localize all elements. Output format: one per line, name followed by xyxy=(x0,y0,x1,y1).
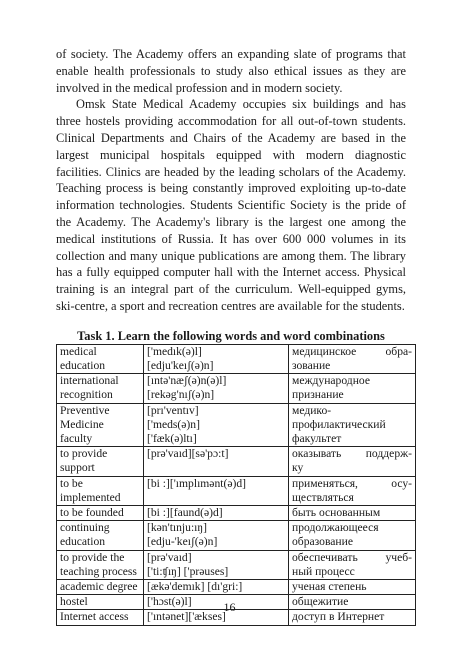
vocab-translation: медицинское обра- зование xyxy=(289,344,416,373)
vocab-translation: доступ в Интернет xyxy=(289,610,416,625)
vocab-translation: ученая степень xyxy=(289,580,416,595)
table-row xyxy=(57,403,416,447)
vocab-transcription: [bi :][faund(ə)d] xyxy=(144,505,289,520)
task-title: Task 1. Learn the following words and word combinations xyxy=(77,328,385,343)
vocab-transcription: [kən'tınju:ıŋ] [edju-'keıʃ(ə)n] xyxy=(144,521,289,550)
vocab-transcription: [ıntə'næʃ(ə)n(ə)l] [rekəg'nıʃ(ə)n] xyxy=(144,374,289,403)
page-body xyxy=(56,46,412,626)
table-row xyxy=(57,374,416,403)
vocab-transcription: ['hɔst(ə)l] xyxy=(144,595,289,610)
vocab-translation: оказывать поддерж- ку xyxy=(289,447,416,476)
vocab-word: to be founded xyxy=(57,505,144,520)
table-row xyxy=(57,580,416,595)
vocab-transcription: ['medık(ə)l] [edju'keıʃ(ə)n] xyxy=(144,344,289,373)
table-row xyxy=(57,521,416,550)
vocab-transcription: [prə'vaıd] ['ti:ʧıŋ] ['prəuses] xyxy=(144,550,289,579)
vocab-translation: медико- профилактический факультет xyxy=(289,403,416,447)
paragraph-intro-continued: of society. The Academy offers an expanding slate of programs that enable health professionals to study also ethical issues as they are involved in the medical profession and in modern society. xyxy=(56,47,406,95)
vocab-word: to be implemented xyxy=(57,476,144,505)
vocab-word: to provide support xyxy=(57,447,144,476)
vocab-transcription: [prı'ventıv] ['meds(ə)n] ['fæk(ə)ltı] xyxy=(144,403,289,447)
table-row xyxy=(57,344,416,373)
vocab-translation: обеспечивать учеб- ный процесс xyxy=(289,550,416,579)
vocab-transcription: [ækə'demık] [dı'gri:] xyxy=(144,580,289,595)
table-row xyxy=(57,550,416,579)
vocab-word: medical education xyxy=(57,344,144,373)
vocab-word: Internet access xyxy=(57,610,144,625)
vocab-translation: быть основанным xyxy=(289,505,416,520)
paragraph-academy-description: Omsk State Medical Academy occupies six buildings and has three hostels providing accommodation for all out-of-town students. Clinical Departments and Chairs of the Academy are based in the largest municipal hospitals equipped with modern diagnostic facilities. Clinics are headed by the leading scholars of the Academy. Teaching process is being constantly improved exploiting up-to-date information technologies. Students Scientific Society is the pride of the Academy. The Academy's library is the largest one among the medical institutions of Russia. It has over 600 000 volumes in its collection and many unique publications are among them. The library has a fully equipped computer hall with the Internet access. Physical training is an integral part of the curriculum. Well-equipped gyms, ski-centre, a sport and recreation centres are available for the students. xyxy=(56,97,406,313)
vocabulary-table xyxy=(56,344,416,626)
vocab-word: international recognition xyxy=(57,374,144,403)
vocab-word: academic degree xyxy=(57,580,144,595)
vocab-transcription: ['ıntənet]['ækses] xyxy=(144,610,289,625)
vocab-translation: общежитие xyxy=(289,595,416,610)
page-number: 16 xyxy=(223,600,236,614)
vocab-translation: международное признание xyxy=(289,374,416,403)
table-row xyxy=(57,476,416,505)
vocab-translation: применяться, осу- ществляться xyxy=(289,476,416,505)
vocab-word: Preventive Medicine faculty xyxy=(57,403,144,447)
table-row xyxy=(57,447,416,476)
vocab-translation: продолжающееся образование xyxy=(289,521,416,550)
vocab-word: continuing education xyxy=(57,521,144,550)
vocab-word: hostel xyxy=(57,595,144,610)
vocab-transcription: [bi :]['ımplımənt(ə)d] xyxy=(144,476,289,505)
vocab-transcription: [prə'vaıd][sə'pɔ:t] xyxy=(144,447,289,476)
vocab-word: to provide the teaching process xyxy=(57,550,144,579)
table-row xyxy=(57,505,416,520)
